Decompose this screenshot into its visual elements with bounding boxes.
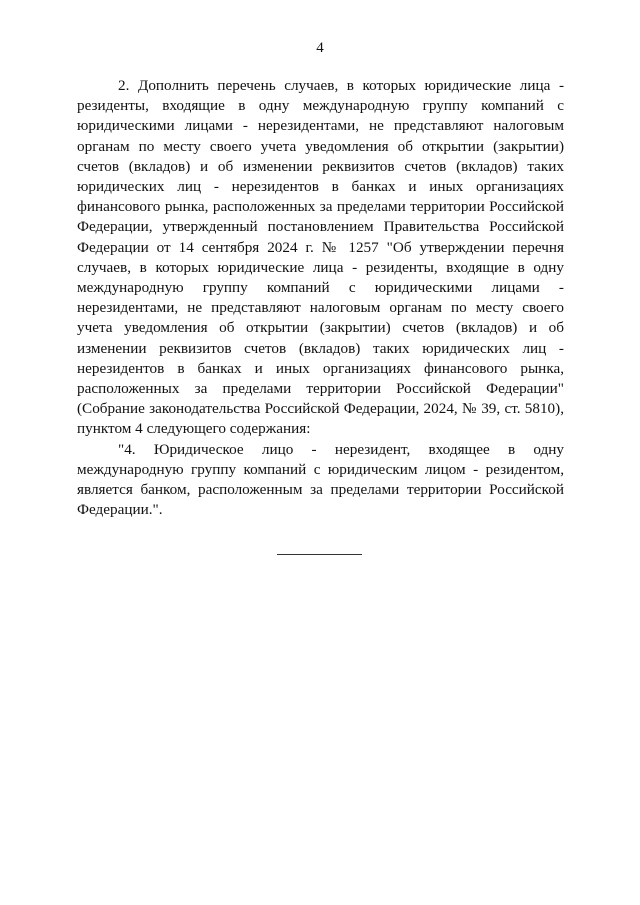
paragraph-amendment: 2. Дополнить перечень случаев, в которых юридические лица - резиденты, входящие в одну международную группу компаний с юридическими лицами - нерезидентами, не представляют налоговым органам по месту своего учета уведомления об открытии (закрытии) счетов (вкладов) и об изменении реквизитов счетов (вкладов) таких юридических лиц - нерезидентов в банках и иных организациях финансового рынка, расположенных за пределами территории Российской Федерации, утвержденный постановлением Правительства Российской Федерации от 14 сентября 2024 г. № 1257 "Об утверждении перечня случаев, в которых юридические лица - резиденты, входящие в одну международную группу компаний с юридическими лицами - нерезидентами, не представляют налоговым органам по месту своего учета уведомления об открытии (закрытии) счетов (вкладов) и об изменении реквизитов счетов (вкладов) таких юридических лиц - нерезидентов в банках и иных организациях финансового рынка, расположенных за пределами территории Российской Федерации" (Собрание законодательства Российской Федерации, 2024, № 39, ст. 5810), пунктом 4 следующего содержания:	[77, 77, 564, 438]
document-body	[77, 76, 564, 520]
page-number: 4	[316, 40, 324, 56]
end-separator-line	[277, 554, 362, 555]
paragraph-item-4: "4. Юридическое лицо - нерезидент, входящее в одну международную группу компаний с юридическим лицом - резидентом, является банком, расположенным за пределами территории Российской Федерации.".	[77, 440, 564, 519]
